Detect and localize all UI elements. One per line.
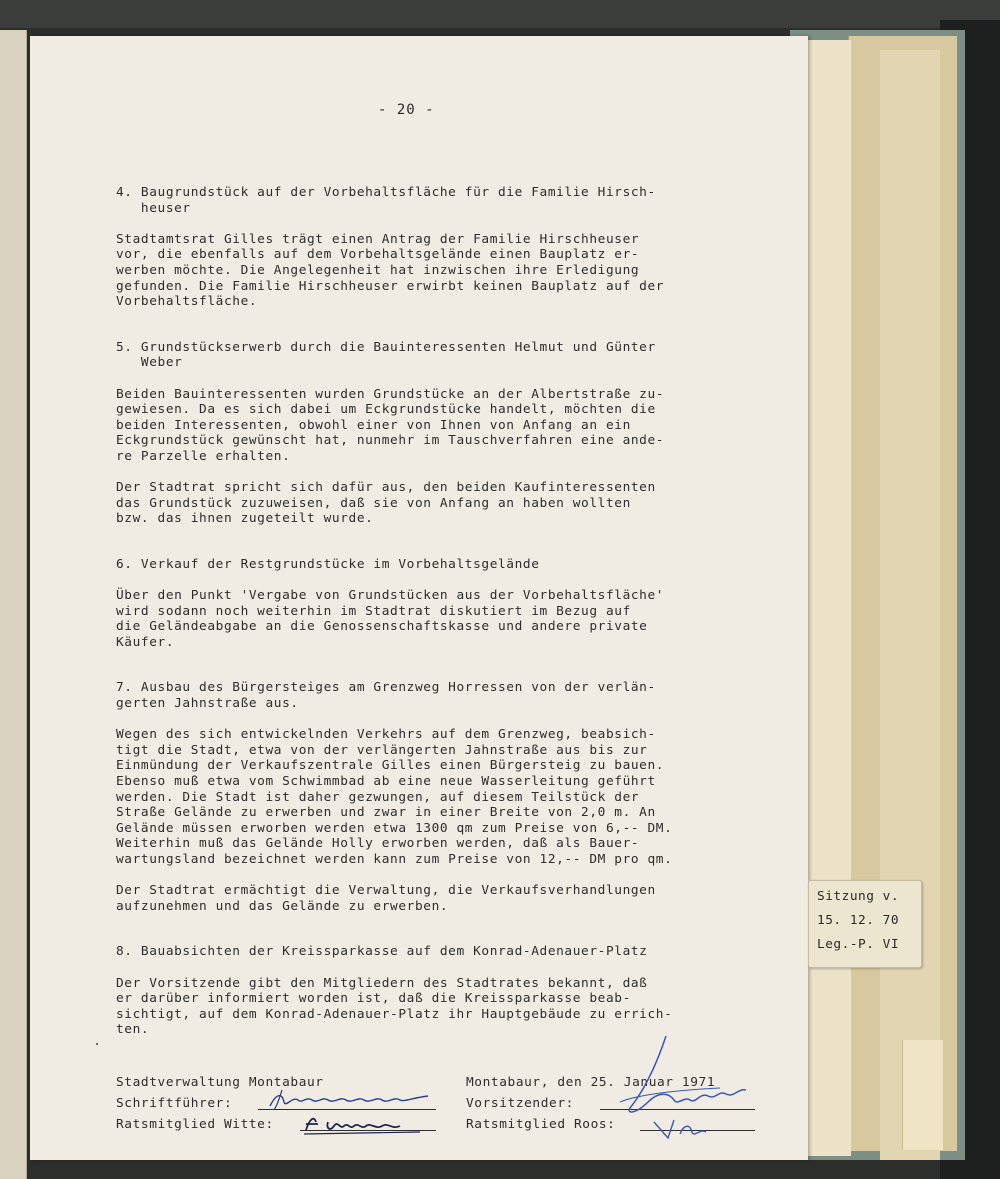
paragraph-spacer <box>116 712 776 728</box>
paragraph-line: vor, die ebenfalls auf dem Vorbehaltsgelände einen Bauplatz er- <box>116 247 640 263</box>
section-heading <box>116 557 776 573</box>
paper-right-margin <box>806 40 851 1156</box>
paragraph-line: aufzunehmen und das Gelände zu erwerben. <box>116 898 449 914</box>
roos-signature <box>650 1114 730 1144</box>
session-label-tab <box>808 880 922 968</box>
footer-administration: Stadtverwaltung Montabaur <box>116 1075 324 1090</box>
paragraph-spacer <box>116 216 776 232</box>
paragraph-spacer <box>116 960 776 976</box>
paragraph-line: beiden Interessenten, obwohl einer von Ihnen von Anfang an ein <box>116 417 631 433</box>
paragraph-line: wartungsland bezeichnet werden kann zum Preise von 12,-- DM pro qm. <box>116 851 673 867</box>
witte-signature <box>300 1112 430 1136</box>
section-heading <box>116 185 776 216</box>
secretary-signature <box>262 1086 442 1114</box>
paragraph <box>116 387 776 465</box>
footer-place-date: Montabaur, den 25. Januar 1971 <box>466 1075 716 1090</box>
paragraph-line: Käufer. <box>116 634 175 650</box>
paragraph-line: gewiesen. Da es sich dabei um Eckgrundstücke handelt, möchten die <box>116 402 656 418</box>
heading-line: 8. Bauabsichten der Kreissparkasse auf dem Konrad-Adenauer-Platz <box>116 944 648 960</box>
heading-line: gerten Jahnstraße aus. <box>116 696 299 712</box>
paragraph-line: ten. <box>116 1022 150 1038</box>
paragraph-spacer <box>116 572 776 588</box>
paragraph <box>116 588 776 650</box>
paragraph-line: re Parzelle erhalten. <box>116 448 291 464</box>
paragraph <box>116 727 776 867</box>
stamp-date: 15. 12. 70 <box>817 913 900 928</box>
paragraph-line: Über den Punkt 'Vergabe von Grundstücken aus der Vorbehaltsfläche' <box>116 588 665 604</box>
section-heading <box>116 680 776 711</box>
paragraph <box>116 883 776 914</box>
paragraph-line: Stadtamtsrat Gilles trägt einen Antrag der Familie Hirschheuser <box>116 231 640 247</box>
heading-line: heuser <box>116 200 191 216</box>
paragraph-line: die Geländeabgabe an die Genossenschaftskasse und andere private <box>116 619 648 635</box>
paragraph-line: Gelände müssen erworben werden etwa 1300 qm zum Preise von 6,-- DM. <box>116 820 673 836</box>
section-spacer <box>116 650 776 680</box>
heading-line: 7. Ausbau des Bürgersteiges am Grenzweg Horressen von der verlän- <box>116 680 656 696</box>
heading-line: Weber <box>116 355 183 371</box>
paragraph <box>116 976 776 1038</box>
previous-page-edge <box>0 30 27 1179</box>
paragraph <box>116 232 776 310</box>
paragraph-line: sichtigt, auf dem Konrad-Adenauer-Platz ihr Hauptgebäude zu errich- <box>116 1006 673 1022</box>
paragraph-line: tigt die Stadt, etwa von der verlängerten Jahnstraße aus bis zur <box>116 742 648 758</box>
paragraph-line: Ebenso muß etwa vom Schwimmbad ab eine neue Wasserleitung geführt <box>116 774 656 789</box>
paragraph-spacer <box>116 868 776 884</box>
ink-speck <box>96 1043 98 1045</box>
paragraph-line: Wegen des sich entwickelnden Verkehrs auf dem Grenzweg, beabsich- <box>116 727 656 743</box>
torn-page-corner <box>902 1040 943 1150</box>
stamp-legislative-period: Leg.-P. VI <box>817 937 900 952</box>
paragraph-line: wird sodann noch weiterhin im Stadtrat diskutiert im Bezug auf <box>116 603 631 619</box>
paragraph-line: Der Vorsitzende gibt den Mitgliedern des Stadtrates bekannt, daß <box>116 975 648 991</box>
stamp-session: Sitzung v. <box>817 889 900 904</box>
paragraph-line: das Grundstück zuzuweisen, daß sie von Anfang an haben wollten <box>116 495 631 511</box>
paragraph-spacer <box>116 465 776 481</box>
paragraph-line: Vorbehaltsfläche. <box>116 294 258 310</box>
page-stack-edge-inner <box>880 50 940 1160</box>
paragraph-line: Weiterhin muß das Gelände Holly erworben werden, daß als Bauer- <box>116 836 640 852</box>
paragraph-line: Der Stadtrat spricht sich dafür aus, den beiden Kaufinteressenten <box>116 480 656 496</box>
paragraph-line: gefunden. Die Familie Hirschheuser erwirbt keinen Bauplatz auf der <box>116 278 665 294</box>
footer-councillor-roos-label: Ratsmitglied Roos: <box>466 1117 616 1132</box>
heading-line: 5. Grundstückserwerb durch die Bauinteressenten Helmut und Günter <box>116 339 656 355</box>
section-spacer <box>116 914 776 944</box>
section-spacer <box>116 310 776 340</box>
paragraph-line: Beiden Bauinteressenten wurden Grundstücke an der Albertstraße zu- <box>116 386 665 402</box>
section-heading <box>116 340 776 371</box>
paragraph-spacer <box>116 371 776 387</box>
paragraph-line: Eckgrundstück gewünscht hat, nunmehr im Tauschverfahren eine ande- <box>116 433 665 449</box>
section-heading <box>116 944 776 960</box>
paragraph-line: Einmündung der Verkaufszentrale Gilles einen Bürgersteig zu bauen. <box>116 758 665 774</box>
footer-secretary-label: Schriftführer: <box>116 1096 233 1111</box>
scanner-background <box>0 0 1000 28</box>
paragraph-line: Straße Gelände zu erwerben und zwar in einer Breite von 2,0 m. An <box>116 805 656 821</box>
paragraph-line: werden. Die Stadt ist daher gezwungen, auf diesem Teilstück der <box>116 789 640 805</box>
document-body <box>116 185 776 1038</box>
paragraph-line: werben möchte. Die Angelegenheit hat inzwischen ihre Erledigung <box>116 262 640 278</box>
heading-line: 4. Baugrundstück auf der Vorbehaltsfläche für die Familie Hirsch- <box>116 185 656 200</box>
footer-councillor-witte-label: Ratsmitglied Witte: <box>116 1117 274 1132</box>
paragraph <box>116 480 776 527</box>
paragraph-line: bzw. das ihnen zugeteilt wurde. <box>116 511 374 527</box>
page-number: - 20 - <box>378 102 435 118</box>
footer-chairman-label: Vorsitzender: <box>466 1096 574 1111</box>
heading-line: 6. Verkauf der Restgrundstücke im Vorbehaltsgelände <box>116 556 540 572</box>
paragraph-line: er darüber informiert worden ist, daß die Kreissparkasse beab- <box>116 991 631 1007</box>
paragraph-line: Der Stadtrat ermächtigt die Verwaltung, die Verkaufsverhandlungen <box>116 883 656 899</box>
section-spacer <box>116 527 776 557</box>
